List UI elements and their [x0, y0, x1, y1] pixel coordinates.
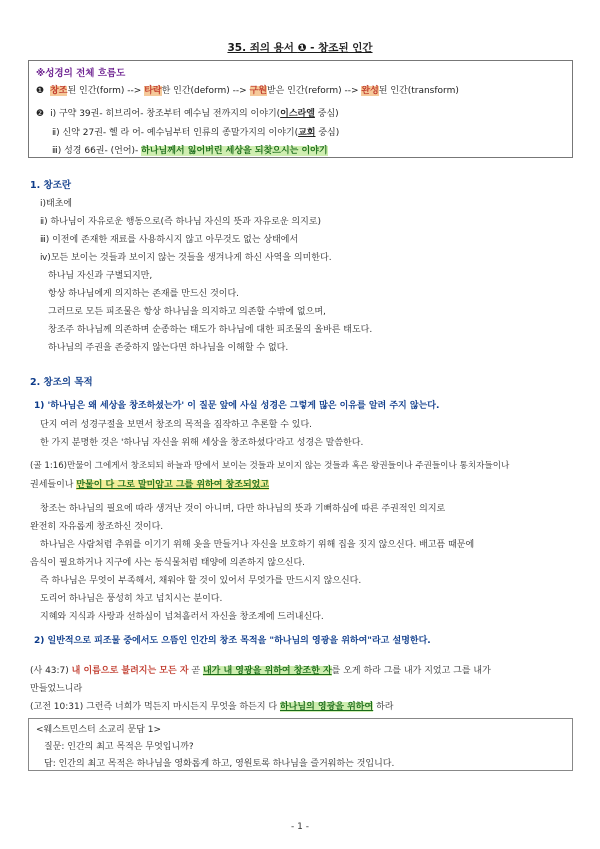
corinthians-text: (고전 10:31) 그런즉 너희가 먹든지 마시든지 무엇을 하든지 다	[30, 702, 280, 712]
stage-create: 창조	[50, 86, 68, 96]
westminster-answer: 답: 인간의 최고 목적은 하나님을 영화롭게 하고, 영원토록 하나님을 즐거워하는 것입니다.	[44, 759, 395, 769]
s1-line: ⅱ) 하나님이 자유로운 행동으로(즉 하나님 자신의 뜻과 자유로운 의지로)	[40, 217, 321, 227]
stage-salvation: 구원	[249, 86, 267, 96]
s1-line: 하나님 자신과 구별되지만,	[48, 271, 153, 281]
stage-text: 된 인간(transform)	[378, 86, 459, 96]
colossians-highlight: 만물이 다 그로 말미암고 그를 위하여 창조되었고	[76, 480, 270, 490]
stage-text: 받은 인간(reform) -->	[266, 86, 362, 96]
flow-line-3	[52, 125, 339, 138]
isaiah-text: 곧	[188, 666, 203, 676]
corinthians-text-end: 하라	[373, 702, 394, 712]
section-2-heading: 2. 창조의 목적	[30, 377, 93, 388]
s2-para2-line: 즉 하나님은 무엇이 부족해서, 채워야 할 것이 있어서 무엇가를 만드시지 않으신다.	[40, 576, 362, 586]
flow-line-4	[52, 143, 328, 156]
ot-focus: 이스라엘	[280, 109, 315, 119]
colossians-text: 권세들이나	[30, 480, 77, 490]
ot-text-end: 중심)	[314, 109, 339, 119]
stage-text: 된 인간(form) -->	[67, 86, 145, 96]
stage-text: 한 인간(deform) -->	[161, 86, 250, 96]
s1-line: ⅲ) 이전에 존재한 재료를 사용하시지 않고 아무것도 없는 상태에서	[40, 235, 299, 245]
s2-para2-line: 하나님은 사람처럼 추위를 이기기 위해 옷을 만들거나 자신을 보호하기 위해 집을 짓지 않으신다. 배고픔 때문에	[40, 540, 475, 550]
subheading-1: 1) '하나님은 왜 세상을 창조하셨는가' 이 질문 앞에 사실 성경은 그렇게 많은 이유를 알려 주지 않는다.	[34, 401, 440, 411]
title-number: ❶	[297, 42, 307, 54]
s2-para2-line: 완전히 자유롭게 창조하신 것이다.	[30, 522, 164, 532]
section-1-heading: 1. 창조란	[30, 180, 72, 191]
s1-line: 창조주 하나님께 의존하며 순종하는 태도가 하나님에 대한 피조물의 올바른 태도다.	[48, 325, 373, 335]
flow-heading: ※성경의 전체 흐름도	[36, 68, 126, 79]
s2-para1-line: 한 가지 분명한 것은 '하나님 자신을 위해 세상을 창조하셨다'라고 성경은 말씀한다.	[40, 438, 364, 448]
isaiah-ref: (사 43:7)	[30, 666, 72, 676]
s2-para2-line: 지혜와 지식과 사랑과 선하심이 넘쳐흘러서 자신을 창조계에 드러내신다.	[40, 612, 324, 622]
stage-complete: 완성	[361, 86, 379, 96]
s2-para2-line: 창조는 하나님의 필요에 따라 생겨난 것이 아니며, 다만 하나님의 뜻과 기뻐하심에 따른 주권적인 의지로	[40, 504, 446, 514]
flow-line-1	[36, 83, 459, 96]
s2-para2-line: 도리어 하나님은 풍성히 차고 넘치시는 분이다.	[40, 594, 223, 604]
nt-text: ⅱ) 신약 27권- 헬 라 어- 예수님부터 인류의 종말가지의 이야기(	[52, 128, 299, 138]
page-title	[0, 40, 600, 55]
title-suffix: - 창조된 인간	[306, 42, 373, 54]
title-prefix: 35. 죄의 용서	[227, 42, 298, 54]
s2-para2-line: 음식이 필요하거나 지구에 사는 동식물처럼 태양에 의존하지 않으신다.	[30, 558, 306, 568]
s1-line: 하나님의 주권을 존중하지 않는다면 하나님을 이해할 수 없다.	[48, 343, 289, 353]
isaiah-highlight-2: 내가 내 영광을 위하여 창조한 자	[202, 666, 332, 676]
bible-summary: 하나님께서 잃어버린 세상을 되찾으시는 이야기	[141, 146, 328, 156]
isaiah-line-2: 만들었느니라	[30, 684, 83, 694]
stage-fall: 타락	[144, 86, 162, 96]
ot-text: ⅰ) 구약 39권- 히브리어- 창조부터 예수님 전까지의 이야기(	[50, 109, 281, 119]
isaiah-text-end: 를 오게 하라 그를 내가 지었고 그를 내가	[331, 666, 491, 676]
nt-focus: 교회	[298, 128, 316, 138]
colossians-line-1: (골 1:16)만물이 그에게서 창조되되 하늘과 땅에서 보이는 것들과 보이지 않는 것들과 혹은 왕권들이나 주권들이나 통치자들이나	[30, 461, 510, 471]
bible-text: ⅲ) 성경 66권- (언어)-	[52, 146, 142, 156]
flow-line-2	[36, 106, 339, 119]
bullet-2: ❷	[36, 109, 45, 119]
s1-line: 그러므로 모든 피조물은 항상 하나님을 의지하고 의존할 수밖에 없으며,	[48, 307, 326, 317]
corinthians-highlight: 하나님의 영광을 위하여	[279, 702, 374, 712]
colossians-line-2	[30, 477, 269, 490]
isaiah-highlight-1: 내 이름으로 불려지는 모든 자	[71, 666, 189, 676]
subheading-2: 2) 일반적으로 피조물 중에서도 으뜸인 인간의 창조 목적을 "하나님의 영광을 위하여"라고 설명한다.	[34, 636, 431, 646]
bullet-1: ❶	[36, 86, 45, 96]
s2-para1-line: 단지 여러 성경구절을 보면서 창조의 목적을 짐작하고 추론할 수 있다.	[40, 420, 313, 430]
s1-line: 항상 하나님에게 의지하는 존재를 만드신 것이다.	[48, 289, 240, 299]
s1-line: ⅰ)태초에	[40, 199, 73, 209]
isaiah-line-1	[30, 663, 491, 676]
westminster-question: 질문: 인간의 최고 목적은 무엇입니까?	[44, 742, 194, 752]
page-number: - 1 -	[291, 822, 309, 832]
corinthians-line	[30, 699, 393, 712]
westminster-title: <웨스트민스터 소교리 문답 1>	[36, 725, 162, 735]
s1-line: ⅳ)모든 보이는 것들과 보이지 않는 것들을 생겨나게 하신 사역을 의미한다.	[40, 253, 332, 263]
nt-text-end: 중심)	[315, 128, 340, 138]
